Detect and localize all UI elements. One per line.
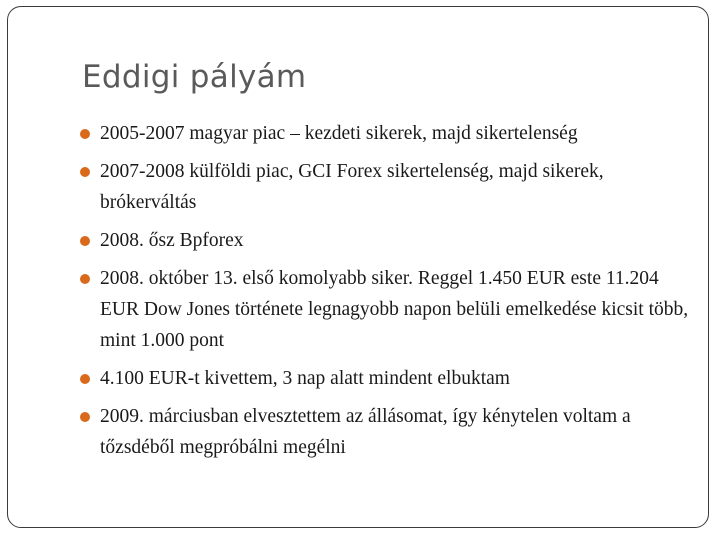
bullet-text: 2008. ősz Bpforex <box>100 230 244 251</box>
list-item <box>78 156 698 218</box>
list-item <box>78 118 698 149</box>
bullet-icon <box>80 167 90 177</box>
list-item <box>78 363 698 394</box>
bullet-icon <box>80 129 90 139</box>
list-item <box>78 401 698 463</box>
list-item <box>78 225 698 256</box>
bullet-text: 4.100 EUR-t kivettem, 3 nap alatt mindent elbuktam <box>100 368 510 389</box>
bullet-text: 2007-2008 külföldi piac, GCI Forex sikertelenség, majd sikerek, brókerváltás <box>100 161 604 213</box>
bullet-list <box>78 118 698 470</box>
bullet-text: 2005-2007 magyar piac – kezdeti sikerek, majd sikertelenség <box>100 123 578 144</box>
bullet-text: 2008. október 13. első komolyabb siker. Reggel 1.450 EUR este 11.204 EUR Dow Jones története legnagyobb napon belüli emelkedése kicsit több, mint 1.000 pont <box>100 268 689 351</box>
list-item <box>78 263 698 356</box>
bullet-icon <box>80 236 90 246</box>
bullet-icon <box>80 374 90 384</box>
slide-title: Eddigi pályám <box>82 59 307 95</box>
bullet-text: 2009. márciusban elvesztettem az állásomat, így kénytelen voltam a tőzsdéből megpróbálni megélni <box>100 406 631 458</box>
bullet-icon <box>80 274 90 284</box>
bullet-icon <box>80 412 90 422</box>
